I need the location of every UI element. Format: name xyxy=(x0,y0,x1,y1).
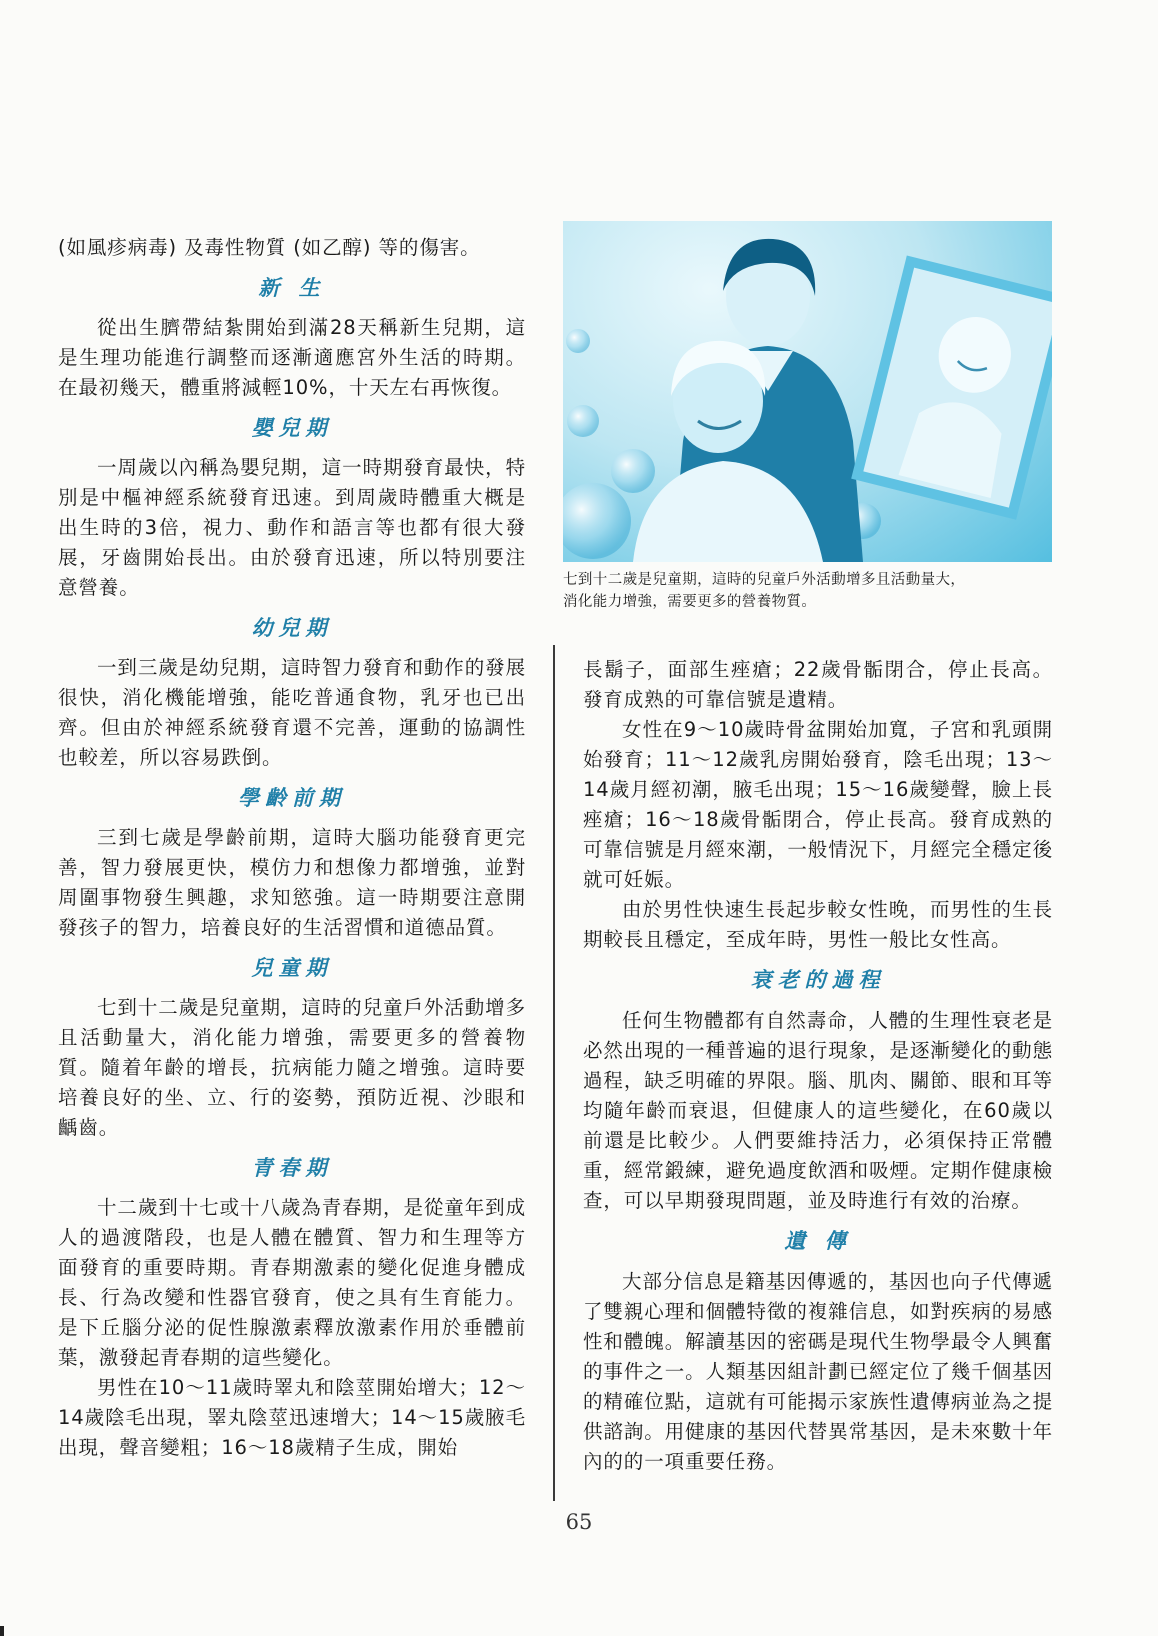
paragraph-toddler: 一到三歲是幼兒期，這時智力發育和動作的發展很快，消化機能增強，能吃普通食物，乳牙也已出齊。但由於神經系統發育還不完善，運動的協調性也較差，所以容易跌倒。 xyxy=(58,656,526,769)
paragraph-puberty: 十二歲到十七或十八歲為青春期，是從童年到成人的過渡階段，也是人體在體質、智力和生理等方面發育的重要時期。青春期激素的變化促進身體成長、行為改變和性器官發育，使之具有生育能力。是下丘腦分泌的促性腺激素釋放激素作用於垂體前葉，激發起青春期的這些變化。 xyxy=(58,1196,526,1369)
section-heading-infancy: 嬰兒期 xyxy=(251,415,333,440)
paragraph-infancy: 一周歲以內稱為嬰兒期，這一時期發育最快，特別是中樞神經系統發育迅速。到周歲時體重大概是出生時的3倍，視力、動作和語言等也都有很大發展，牙齒開始長出。由於發育迅速，所以特別要注意營養。 xyxy=(58,456,526,599)
bubble xyxy=(611,449,655,493)
caption-line: 消化能力增強，需要更多的營養物質。 xyxy=(563,594,817,610)
section-heading-childhood: 兒童期 xyxy=(251,955,333,980)
left-column xyxy=(58,233,526,1463)
intro-paragraph: (如風疹病毒) 及毒性物質 (如乙醇) 等的傷害。 xyxy=(58,236,481,259)
paragraph-heredity: 大部分信息是籍基因傳遞的，基因也向子代傳遞了雙親心理和個體特徵的複雜信息，如對疾病的易感性和體魄。解讀基因的密碼是現代生物學最令人興奮的事件之一。人類基因組計劃已經定位了幾千個基因的精確位點，這就有可能揭示家族性遺傳病並為之提供諮詢。用健康的基因代替異常基因，是未來數十年內的的一項重要任務。 xyxy=(583,1270,1053,1473)
bubble xyxy=(567,405,599,437)
paragraph-puberty-female: 女性在9～10歲時骨盆開始加寬，子宮和乳頭開始發育；11～12歲乳房開始發育，陰毛出現；13～14歲月經初潮，腋毛出現；15～16歲變聲，臉上長痤瘡；16～18歲骨骺閉合，停止長高。發育成熟的可靠信號是月經來潮，一般情況下，月經完全穩定後就可妊娠。 xyxy=(583,718,1053,891)
paragraph-preschool: 三到七歲是學齡前期，這時大腦功能發育更完善，智力發展更快，模仿力和想像力都增強，並對周圍事物發生興趣，求知慾強。這一時期要注意開發孩子的智力，培養良好的生活習慣和道德品質。 xyxy=(58,826,526,939)
section-heading-preschool: 學齡前期 xyxy=(238,785,346,810)
baby-photo-inset xyxy=(851,256,1052,520)
section-heading-toddler: 幼兒期 xyxy=(251,615,333,640)
page-number: 65 xyxy=(565,1510,593,1534)
caption-line: 七到十二歲是兒童期，這時的兒童戶外活動增多且活動量大， xyxy=(563,572,966,588)
right-column xyxy=(583,655,1053,1477)
family-photo xyxy=(563,221,1052,562)
bubble xyxy=(566,329,590,353)
column-divider xyxy=(553,645,555,1501)
section-heading-newborn: 新 生 xyxy=(258,275,326,300)
paragraph-puberty-male: 男性在10～11歲時睪丸和陰莖開始增大；12～14歲陰毛出現，睪丸陰莖迅速增大；14～15歲腋毛出現，聲音變粗；16～18歲精子生成，開始 xyxy=(58,1376,526,1459)
section-heading-aging: 衰老的過程 xyxy=(750,967,886,992)
section-heading-puberty: 青春期 xyxy=(251,1155,333,1180)
paragraph-newborn: 從出生臍帶結紮開始到滿28天稱新生兒期，這是生理功能進行調整而逐漸適應宮外生活的時期。在最初幾天，體重將減輕10%，十天左右再恢復。 xyxy=(58,316,526,399)
paragraph-aging: 任何生物體都有自然壽命，人體的生理性衰老是必然出現的一種普遍的退行現象，是逐漸變化的動態過程，缺乏明確的界限。腦、肌肉、關節、眼和耳等均隨年齡而衰退，但健康人的這些變化，在60歲以前還是比較少。人們要維持活力，必須保持正常體重，經常鍛練，避免過度飲酒和吸煙。定期作健康檢查，可以早期發現問題，並及時進行有效的治療。 xyxy=(583,1009,1053,1212)
scan-edge-mark xyxy=(0,1626,4,1636)
continued-paragraph: 長鬍子，面部生痤瘡；22歲骨骺閉合，停止長高。發育成熟的可靠信號是遺精。 xyxy=(583,658,1053,711)
photo-illustration xyxy=(563,221,1052,562)
bubble xyxy=(563,483,631,559)
paragraph-childhood: 七到十二歲是兒童期，這時的兒童戶外活動增多且活動量大，消化能力增強，需要更多的營養物質。隨着年齡的增長，抗病能力隨之增強。這時要培養良好的坐、立、行的姿勢，預防近視、沙眼和齲齒。 xyxy=(58,996,526,1139)
paragraph-growth-comparison: 由於男性快速生長起步較女性晚，而男性的生長期較長且穩定，至成年時，男性一般比女性高。 xyxy=(583,898,1053,951)
photo-caption xyxy=(563,569,1052,613)
section-heading-heredity: 遺 傳 xyxy=(784,1228,852,1253)
